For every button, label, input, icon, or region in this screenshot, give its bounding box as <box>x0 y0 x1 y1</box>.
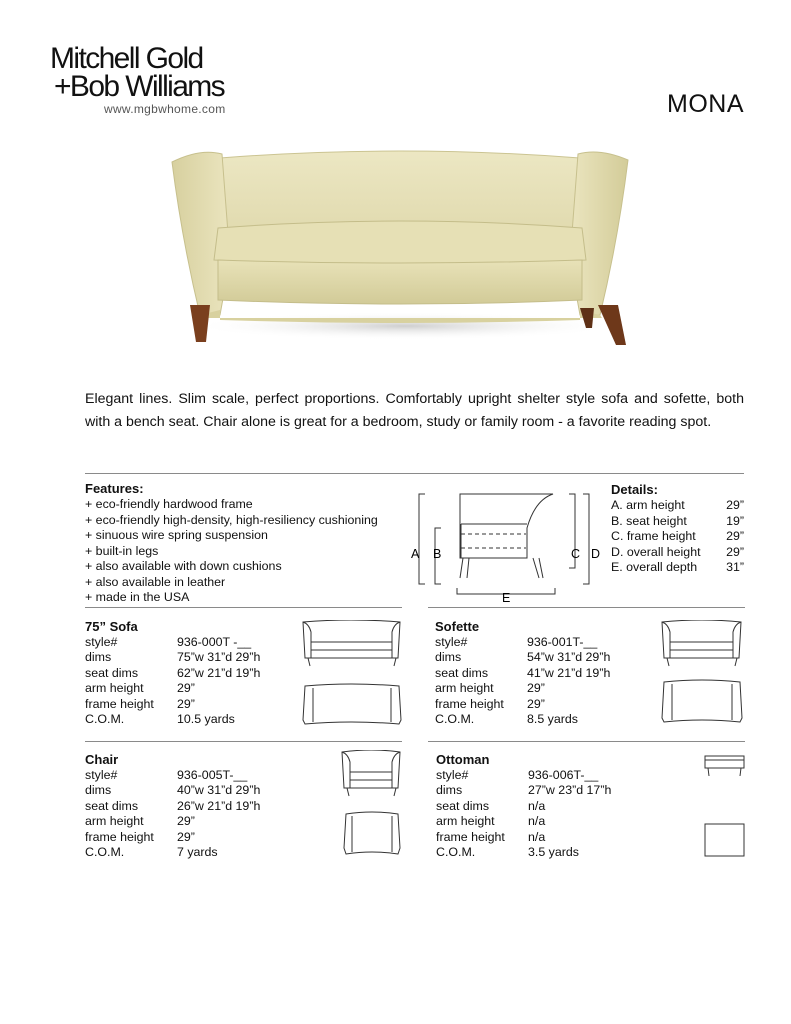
spec-row: dims 27”w 23”d 17”h <box>436 783 612 797</box>
spec-divider <box>428 607 745 608</box>
spec-row: arm height 29” <box>435 681 545 695</box>
chair-line-drawing <box>340 750 404 862</box>
spec-divider <box>85 741 402 742</box>
spec-row: frame height 29” <box>85 696 195 711</box>
spec-row: seat dims n/a <box>436 798 546 813</box>
spec-row: dims 40”w 31”d 29”h <box>85 783 261 797</box>
brand-line-2: +Bob Williams <box>54 70 225 103</box>
spec-row: style# 936-000T -__ <box>85 634 252 649</box>
details-title: Details: <box>611 482 658 497</box>
spec-row: style# 936-006T-__ <box>436 767 599 782</box>
spec-row: dims 75”w 31”d 29”h <box>85 650 261 664</box>
spec-block-chair <box>85 752 305 861</box>
spec-row: dims 54”w 31”d 29”h <box>435 650 611 664</box>
feature-item: + eco-friendly hardwood frame <box>85 497 253 511</box>
brand-line-1: Mitchell Gold <box>50 42 203 75</box>
spec-row: C.O.M. 3.5 yards <box>436 845 579 859</box>
spec-row: C.O.M. 8.5 yards <box>435 712 578 726</box>
spec-row: frame height 29” <box>435 696 545 711</box>
sofa-line-drawing <box>301 620 403 740</box>
spec-row: arm height n/a <box>436 814 546 828</box>
feature-item: + made in the USA <box>85 590 190 604</box>
spec-block-sofa <box>85 619 305 728</box>
feature-item: + also available with down cushions <box>85 559 282 573</box>
feature-item: + also available in leather <box>85 574 226 589</box>
spec-divider <box>85 607 402 608</box>
spec-title: Chair <box>85 752 119 767</box>
dim-label-e: E <box>502 591 511 605</box>
spec-row: style# 936-001T-__ <box>435 634 598 649</box>
spec-title: 75” Sofa <box>85 619 138 634</box>
spec-row: seat dims 62”w 21”d 19”h <box>85 665 261 680</box>
detail-row: E. overall depth 31” <box>611 560 744 574</box>
spec-title: Ottoman <box>436 752 490 767</box>
spec-block-sofette <box>435 619 655 728</box>
spec-title: Sofette <box>435 619 480 634</box>
spec-row: frame height n/a <box>436 829 546 844</box>
brand-url[interactable]: www.mgbwhome.com <box>104 102 226 116</box>
feature-item: + eco-friendly high-density, high-resiliency cushioning <box>85 512 378 527</box>
feature-item: + built-in legs <box>85 543 159 558</box>
dimension-diagram <box>405 488 605 606</box>
details-section <box>611 482 744 576</box>
sofette-line-drawing <box>660 620 744 740</box>
spec-divider <box>428 741 745 742</box>
features-title: Features: <box>85 481 144 496</box>
sofa-photo <box>160 140 640 355</box>
spec-row: style# 936-005T-__ <box>85 767 248 782</box>
dim-label-a: A <box>411 547 420 561</box>
detail-row: C. frame height 29” <box>611 529 744 543</box>
spec-row: seat dims 41”w 21”d 19”h <box>435 665 611 680</box>
detail-row: A. arm height 29” <box>611 498 744 512</box>
detail-row: D. overall height 29” <box>611 544 744 559</box>
spec-block-ottoman <box>436 752 656 861</box>
dim-label-c: C <box>571 547 581 561</box>
spec-row: seat dims 26”w 21”d 19”h <box>85 798 261 813</box>
spec-row: arm height 29” <box>85 681 195 695</box>
spec-row: C.O.M. 7 yards <box>85 845 218 859</box>
spec-row: C.O.M. 10.5 yards <box>85 712 235 726</box>
features-section <box>85 481 405 606</box>
dim-label-b: B <box>433 547 442 561</box>
product-title: MONA <box>667 90 744 118</box>
spec-row: arm height 29” <box>85 814 195 828</box>
ottoman-line-drawing <box>703 752 747 860</box>
dim-label-d: D <box>591 547 601 561</box>
feature-item: + sinuous wire spring suspension <box>85 528 268 542</box>
spec-row: frame height 29” <box>85 829 195 844</box>
product-description: Elegant lines. Slim scale, perfect proportions. Comfortably upright shelter style sofa and sofette, both with a bench seat. Chair alone is great for a bedroom, study or family room - a favorite reading spot. <box>85 391 744 430</box>
detail-row: B. seat height 19” <box>611 513 744 528</box>
section-divider <box>85 473 744 474</box>
